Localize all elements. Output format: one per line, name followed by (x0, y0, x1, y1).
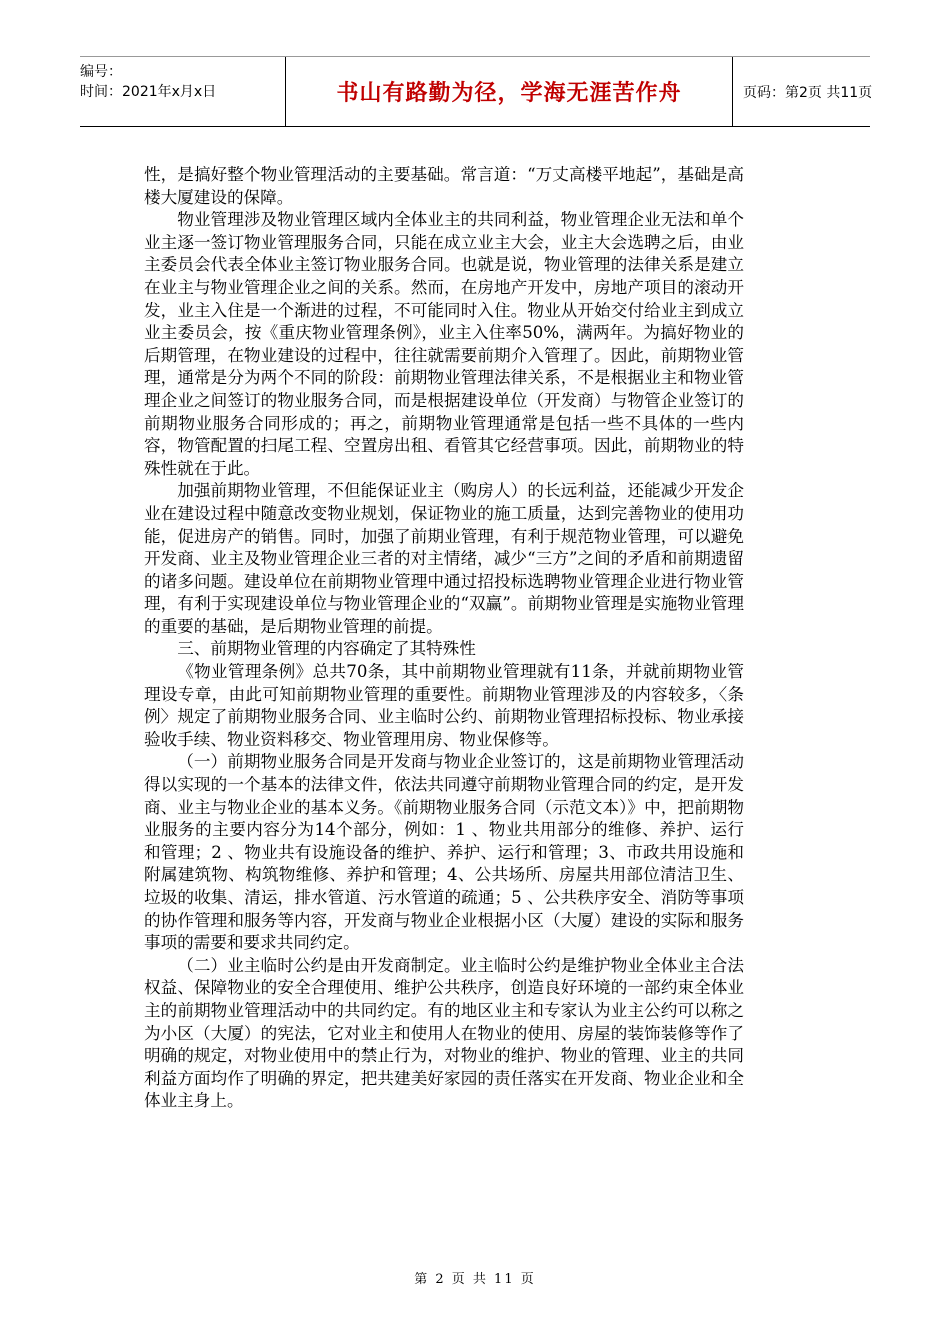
header-motto: 书山有路勤为径，学海无涯苦作舟 (336, 81, 682, 106)
page-footer: 第 2 页 共 11 页 (414, 1272, 536, 1287)
paragraph: 物业管理涉及物业管理区域内全体业主的共同利益，物业管理企业无法和单个业主逐一签订物业管理服务合同，只能在成立业主大会，业主大会选聘之后，由业主委员会代表全体业主签订物业服务合同。也就是说，物业管理的法律关系是建立在业主与物业管理企业之间的关系。然而，在房地产开发中，房地产项目的滚动开发，业主入住是一个渐进的过程，不可能同时入住。物业从开始交付给业主到成立业主委员会，按《重庆物业管理条例》，业主入住率50%，满两年。为搞好物业的后期管理，在物业建设的过程中，往往就需要前期介入管理了。因此，前期物业管理，通常是分为两个不同的阶段：前期物业管理法律关系，不是根据业主和物业管理企业之间签订的物业服务合同，而是根据建设单位（开发商）与物管企业签订的前期物业服务合同形成的；再之，前期物业管理通常是包括一些不具体的一些内容，物管配置的扫尾工程、空置房出租、看管其它经营事项。因此，前期物业的特殊性就在于此。 (144, 210, 744, 478)
document-time-label: 时间：2021年x月x日 (80, 84, 217, 100)
paragraph: 加强前期物业管理，不但能保证业主（购房人）的长远利益，还能减少开发企业在建设过程中随意改变物业规划，保证物业的施工质量，达到完善物业的使用功能，促进房产的销售。同时，加强了前期业管理，有利于规范物业管理，可以避免开发商、业主及物业管理企业三者的对主情绪，减少“三方”之间的矛盾和前期遗留的诸多问题。建设单位在前期物业管理中通过招投标选聘物业管理企业进行物业管理，有利于实现建设单位与物业管理企业的“双赢”。前期物业管理是实施物业管理的重要的基础，是后期物业管理的前提。 (144, 481, 744, 636)
header-meta (80, 57, 285, 126)
paragraph: （二）业主临时公约是由开发商制定。业主临时公约是维护物业全体业主合法权益、保障物业的安全合理使用、维护公共秩序，创造良好环境的一部约束全体业主的前期物业管理活动中的共同约定。有的地区业主和专家认为业主公约可以称之为小区（大厦）的宪法，它对业主和使用人在物业的使用、房屋的装饰装修等作了明确的规定，对物业使用中的禁止行为，对物业的维护、物业的管理、业主的共同利益方面均作了明确的界定，把共建美好家园的责任落实在开发商、物业企业和全体业主身上。 (144, 955, 744, 1111)
page-header (80, 56, 873, 127)
document-body (144, 164, 744, 1113)
paragraph-continuation: 性，是搞好整个物业管理活动的主要基础。常言道：“万丈高楼平地起”，基础是高楼大厦建设的保障。 (144, 165, 744, 207)
paragraph: （一）前期物业服务合同是开发商与物业企业签订的，这是前期物业管理活动得以实现的一个基本的法律文件，依法共同遵守前期物业管理合同的约定，是开发商、业主与物业企业的基本义务。《前期物业服务合同（示范文本）》中，把前期物业服务的主要内容分为14个部分，例如：1 、物业共用部分的维修、养护、运行和管理；2 、物业共有设施设备的维护、养护、运行和管理；3、市政共用设施和附属建筑物、构筑物维修、养护和管理；4、公共场所、房屋共用部位清洁卫生、垃圾的收集、清运，排水管道、污水管道的疏通；5 、公共秩序安全、消防等事项的协作管理和服务等内容，开发商与物业企业根据小区（大厦）建设的实际和服务事项的需要和要求共同约定。 (144, 752, 744, 953)
paragraph: 《物业管理条例》总共70条，其中前期物业管理就有11条，并就前期物业管理设专章，由此可知前期物业管理的重要性。前期物业管理涉及的内容较多，〈条例〉规定了前期物业服务合同、业主临时公约、前期物业管理招标投标、物业承接验收手续、物业资料移交、物业管理用房、物业保修等。 (144, 662, 744, 749)
header-motto-cell (285, 57, 733, 126)
header-page-number: 页码：第2页 共11页 (743, 84, 873, 101)
section-heading: 三、前期物业管理的内容确定了其特殊性 (177, 639, 476, 659)
document-number-label: 编号： (80, 64, 122, 80)
